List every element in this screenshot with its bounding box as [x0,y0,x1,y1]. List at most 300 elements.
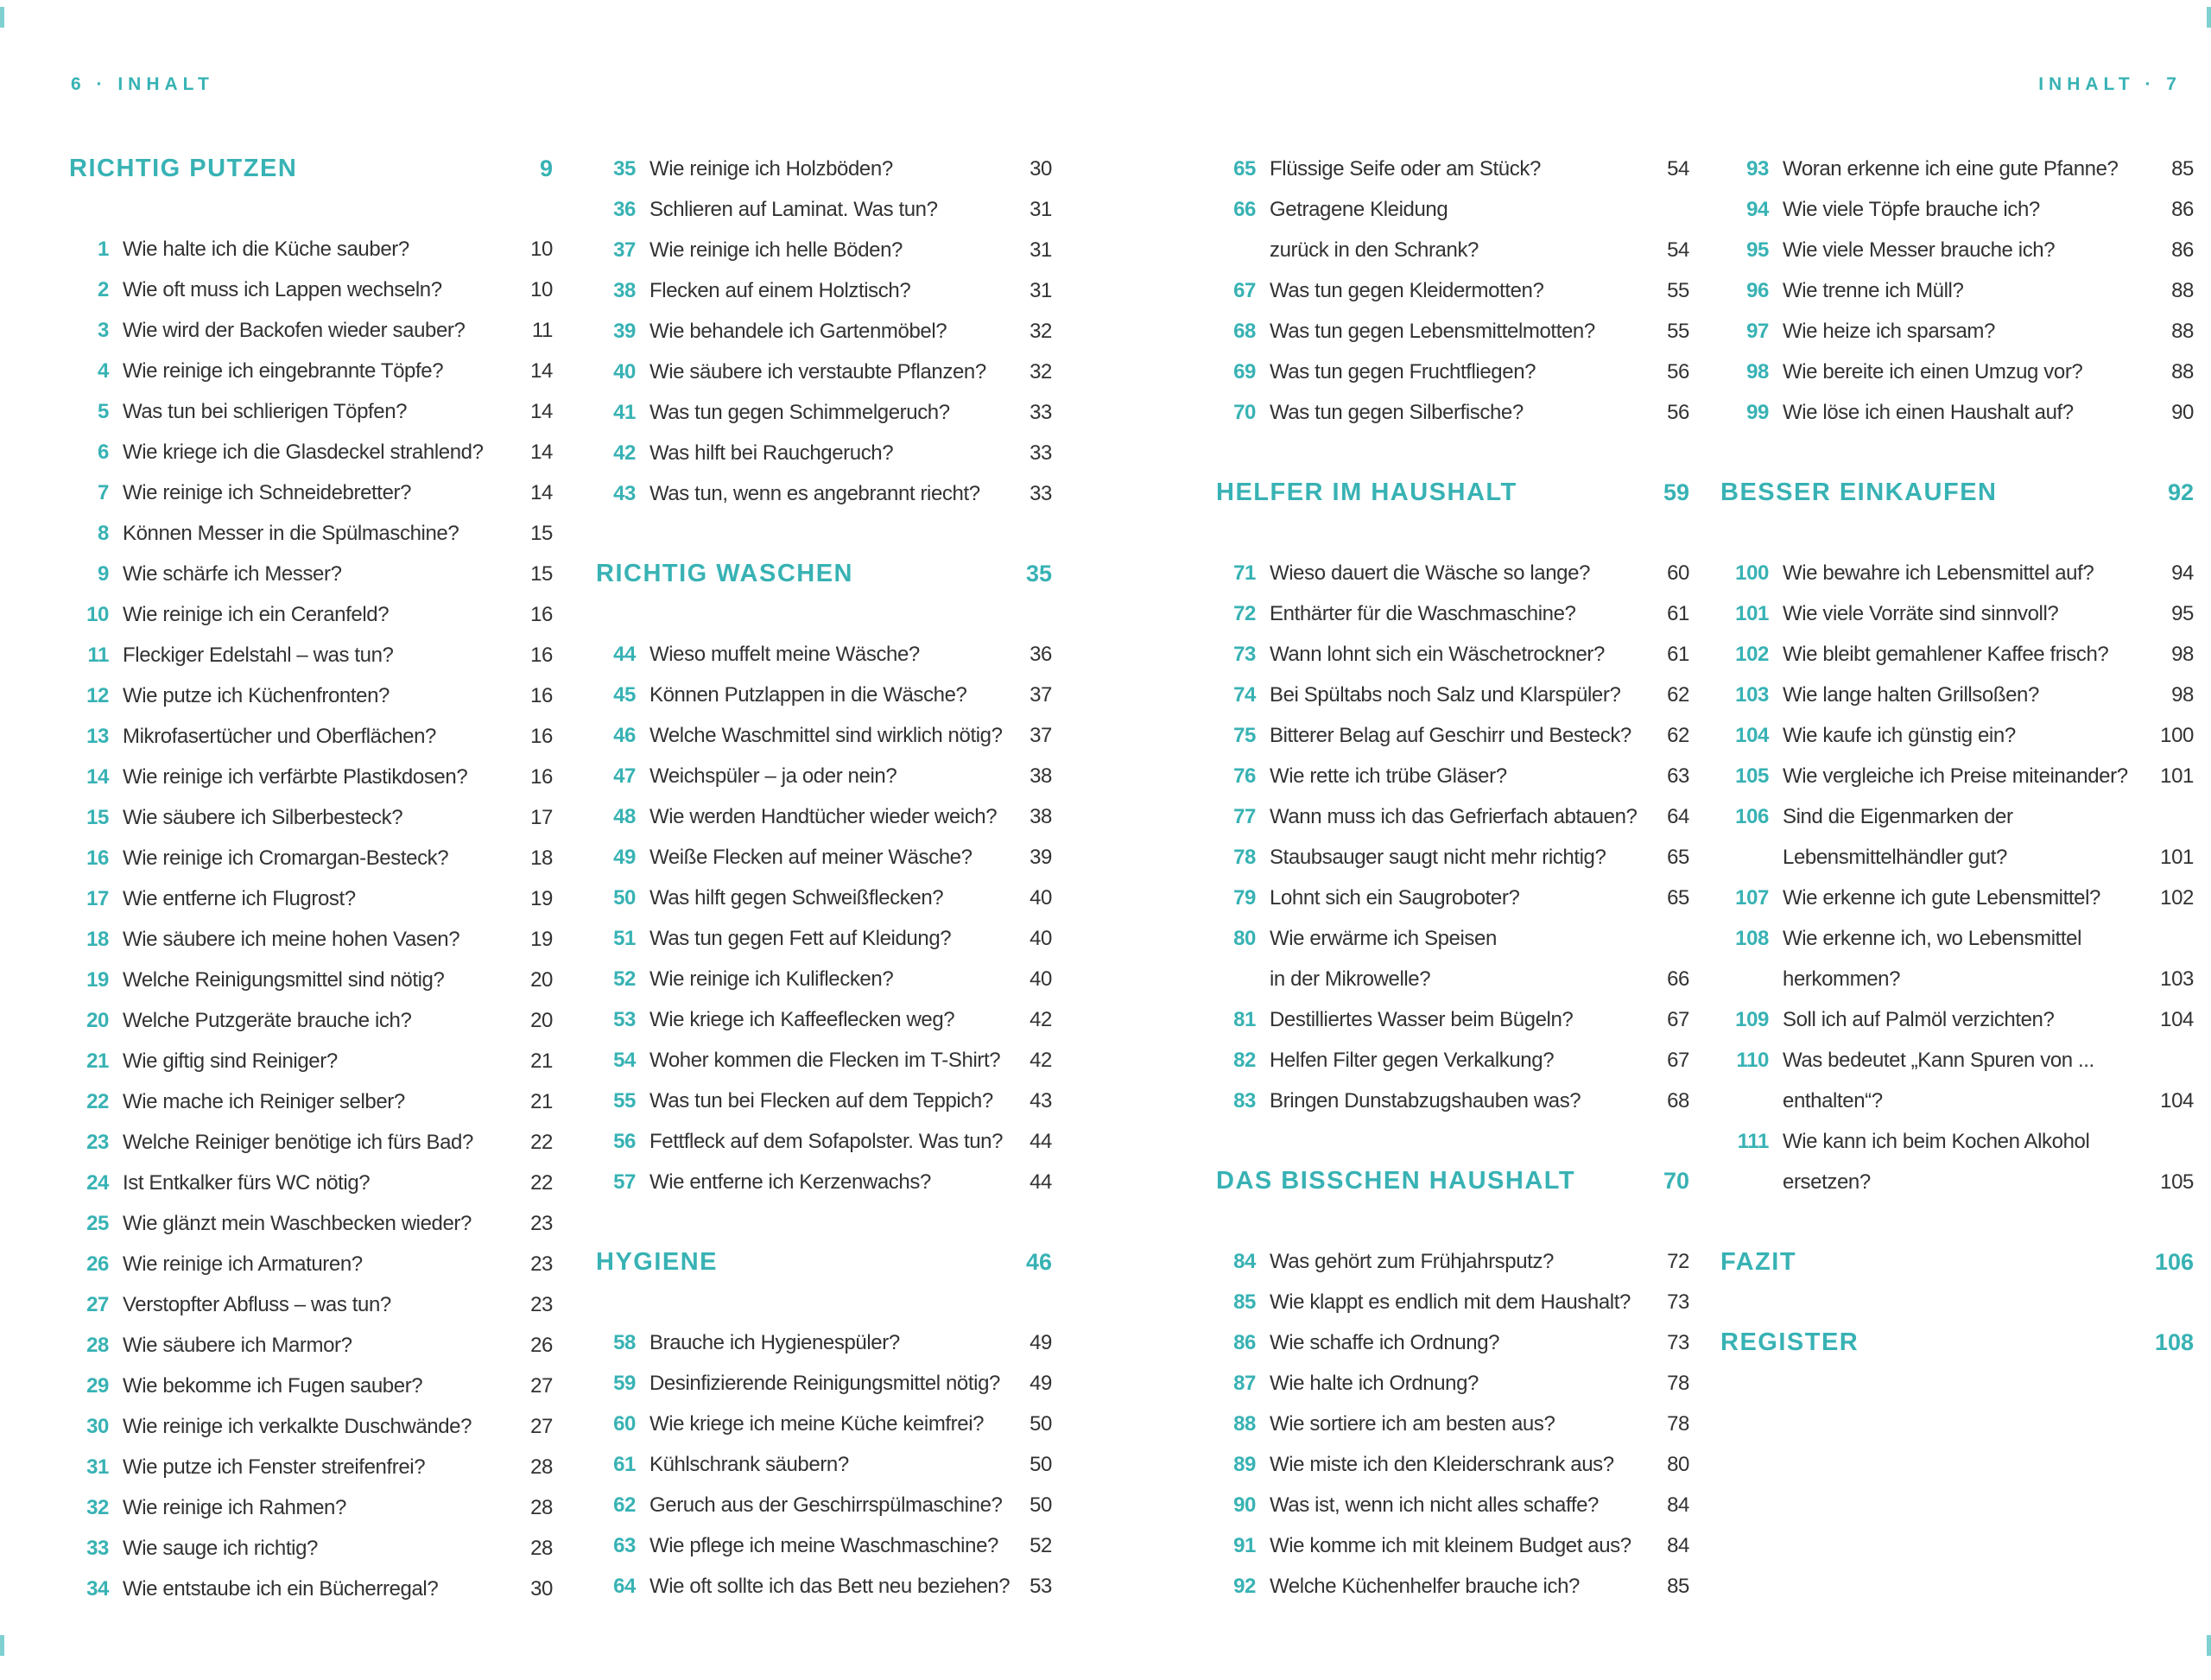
toc-item-number: 52 [613,967,636,991]
toc-item-page: 42 [1029,1008,1052,1031]
toc-item-number: 107 [1735,886,1769,910]
toc-section-title: RICHTIG PUTZEN [69,155,298,182]
toc-item-title: Wieso muffelt meine Wäsche? [649,643,920,666]
toc-item-number: 77 [1233,805,1256,828]
toc-item [69,919,553,960]
toc-item-title: Wie reinige ich Holzböden? [649,157,893,181]
toc-item-page: 67 [1667,1008,1689,1031]
toc-item-title: Woher kommen die Flecken im T-Shirt? [649,1049,1001,1072]
toc-item-page: 15 [530,522,553,545]
toc-item [1216,1485,1689,1525]
toc-item-number: 26 [86,1252,109,1276]
toc-column-2 [596,149,1052,1607]
toc-item-page: 61 [1667,602,1689,625]
toc-item [69,757,553,797]
toc-item [596,999,1052,1040]
toc-item [596,959,1052,999]
toc-item [69,269,553,310]
toc-section [1720,1242,2194,1283]
toc-item [596,1485,1052,1525]
toc-item-title: Wie reinige ich Cromargan-Besteck? [123,846,449,870]
toc-item [596,878,1052,918]
toc-items-block [69,229,553,1609]
toc-item [1216,1444,1689,1485]
toc-item-title: Staubsauger saugt nicht mehr richtig? [1270,846,1606,869]
toc-item-page: 14 [530,400,553,423]
toc-item-title: Mikrofasertücher und Oberflächen? [123,725,436,748]
toc-item [596,1162,1052,1202]
toc-item [69,878,553,919]
toc-item [69,1528,553,1569]
toc-item [1216,352,1689,392]
toc-items-block [1216,553,1689,1121]
toc-item-number: 105 [1735,764,1769,788]
toc-item-page: 66 [1667,967,1689,991]
toc-item [596,1404,1052,1444]
toc-item [69,391,553,432]
toc-item [1216,715,1689,756]
toc-item-page: 50 [1029,1412,1052,1436]
toc-item-number: 88 [1233,1412,1256,1436]
toc-item-number: 109 [1735,1008,1769,1031]
toc-item-title: Wie vergleiche ich Preise miteinander? [1783,764,2128,788]
toc-item-page: 88 [2171,279,2194,302]
toc-item-number: 1 [98,238,109,261]
toc-item-page: 49 [1029,1331,1052,1354]
toc-item-number: 49 [613,846,636,869]
toc-section-page: 106 [2154,1249,2194,1275]
toc-item-page: 27 [530,1374,553,1398]
toc-item-number: 50 [613,886,636,910]
toc-item-number: 76 [1233,764,1256,788]
toc-item-title: Wie lange halten Grillsoßen? [1783,683,2039,707]
toc-item-page: 10 [530,238,553,261]
toc-item-page: 90 [2171,401,2194,424]
toc-section-page: 70 [1663,1168,1689,1194]
toc-item-number: 86 [1233,1331,1256,1354]
toc-item-number: 99 [1746,401,1769,424]
toc-item-page: 14 [530,481,553,504]
toc-item [69,675,553,716]
toc-item-title: Flecken auf einem Holztisch? [649,279,911,302]
toc-item-number: 15 [86,806,109,829]
toc-item-page: 80 [1667,1453,1689,1476]
toc-item-title: Wie sortiere ich am besten aus? [1270,1412,1555,1436]
toc-item [1720,1040,2194,1081]
toc-items-block [596,634,1052,1202]
toc-item-title: Wie heize ich sparsam? [1783,320,1995,343]
toc-item [596,1040,1052,1081]
toc-item [69,1000,553,1041]
toc-item [1216,999,1689,1040]
page-header-left: 6 · INHALT [71,74,214,94]
toc-item [1720,878,2194,918]
toc-item [596,352,1052,392]
toc-item-number: 64 [613,1575,636,1598]
toc-item-title: Kühlschrank säubern? [649,1453,849,1476]
toc-item-number: 6 [98,441,109,464]
toc-item-title: Wie kaufe ich günstig ein? [1783,724,2016,747]
toc-item-title: Lohnt sich ein Saugroboter? [1270,886,1520,910]
toc-item [1216,1322,1689,1363]
toc-item-page: 40 [1029,927,1052,950]
toc-item-number: 48 [613,805,636,828]
toc-item-title: Wie putze ich Küchenfronten? [123,684,390,707]
toc-item-title: Wie klappt es endlich mit dem Haushalt? [1270,1290,1631,1314]
toc-item-title: Wann muss ich das Gefrierfach abtauen? [1270,805,1638,828]
toc-item-title: Brauche ich Hygienespüler? [649,1331,900,1354]
toc-item-title: Fleckiger Edelstahl – was tun? [123,643,394,667]
toc-item-number: 33 [86,1537,109,1560]
toc-section [596,554,1052,594]
toc-item [596,796,1052,837]
toc-item-title: Wie halte ich Ordnung? [1270,1372,1479,1395]
toc-item [596,473,1052,514]
toc-item-page: 31 [1029,238,1052,262]
toc-section [1216,472,1689,513]
toc-item-page: 31 [1029,198,1052,221]
toc-item-number: 7 [98,481,109,504]
toc-item-title: Wie viele Vorräte sind sinnvoll? [1783,602,2059,625]
toc-item-title: Was hilft bei Rauchgeruch? [649,441,894,465]
toc-section-header [1720,472,2194,513]
toc-item-number: 74 [1233,683,1256,707]
toc-item-page: 42 [1029,1049,1052,1072]
toc-item-page: 19 [530,887,553,910]
toc-item-number: 85 [1233,1290,1256,1314]
toc-item-title: Geruch aus der Geschirrspülmaschine? [649,1493,1003,1517]
toc-item-page: 23 [530,1252,553,1276]
toc-item-title: Können Putzlappen in die Wäsche? [649,683,967,707]
toc-item-page: 62 [1667,724,1689,747]
toc-section-page: 9 [539,155,553,181]
toc-item-number: 60 [613,1412,636,1436]
toc-item [596,1081,1052,1121]
toc-item-title-line2: Lebensmittelhändler gut? [1783,846,2007,869]
toc-item-number: 36 [613,198,636,221]
toc-item-page: 16 [530,603,553,626]
toc-item-page: 103 [2160,967,2194,991]
toc-item [596,918,1052,959]
toc-item-number: 92 [1233,1575,1256,1598]
toc-item-page: 73 [1667,1331,1689,1354]
crop-mark [0,7,4,28]
toc-item [1216,270,1689,311]
toc-item-title: Was ist, wenn ich nicht alles schaffe? [1270,1493,1599,1517]
toc-item-number: 29 [86,1374,109,1398]
toc-item-page: 65 [1667,886,1689,910]
toc-item-title: Wie reinige ich Armaturen? [123,1252,363,1276]
toc-item-number: 81 [1233,1008,1256,1031]
toc-item-number: 110 [1736,1049,1769,1072]
toc-item-title: Wie oft muss ich Lappen wechseln? [123,278,442,301]
toc-item-title-line2: herkommen? [1783,967,1901,991]
toc-item-number: 32 [86,1496,109,1519]
toc-section-header [1216,1161,1689,1201]
toc-item-number: 84 [1233,1250,1256,1273]
toc-item-page: 95 [2171,602,2194,625]
toc-item-number: 34 [86,1577,109,1601]
toc-item-title: Wie entferne ich Flugrost? [123,887,356,910]
toc-item-number: 45 [613,683,636,707]
toc-item-title: Schlieren auf Laminat. Was tun? [649,198,938,221]
toc-item-number: 5 [98,400,109,423]
toc-item-title: Wie erkenne ich gute Lebensmittel? [1783,886,2100,910]
toc-section [596,1242,1052,1283]
toc-item [69,1284,553,1325]
toc-item [1720,715,2194,756]
toc-item-number: 101 [1735,602,1769,625]
toc-section [1720,472,2194,513]
toc-item-title: Ist Entkalker fürs WC nötig? [123,1171,371,1195]
toc-item-number: 14 [86,765,109,789]
toc-item-number: 83 [1233,1089,1256,1113]
toc-item [69,960,553,1000]
toc-item-title: Wie miste ich den Kleiderschrank aus? [1270,1453,1614,1476]
toc-section-title: HYGIENE [596,1248,719,1276]
toc-item [69,635,553,675]
toc-item-page: 64 [1667,805,1689,828]
toc-item-page: 54 [1667,157,1689,181]
toc-item-number: 102 [1735,643,1769,666]
toc-item-title: Verstopfter Abfluss – was tun? [123,1293,391,1316]
toc-item [69,472,553,513]
toc-item-page: 22 [530,1171,553,1195]
toc-item [1720,189,2194,230]
toc-item-title-line2: ersetzen? [1783,1170,1871,1194]
toc-item-number: 44 [613,643,636,666]
toc-item-title: Wie entstaube ich ein Bücherregal? [123,1577,439,1601]
toc-section-header [1720,1242,2194,1283]
toc-item-title: Wie glänzt mein Waschbecken wieder? [123,1212,472,1235]
toc-item-title: Was bedeutet „Kann Spuren von ... [1783,1049,2094,1072]
toc-section-page: 108 [2154,1329,2194,1355]
toc-item [69,1569,553,1609]
toc-item-number: 46 [613,724,636,747]
toc-item [69,1447,553,1487]
toc-item-number: 82 [1233,1049,1256,1072]
toc-item-title: Wieso dauert die Wäsche so lange? [1270,561,1591,585]
toc-item [1720,553,2194,593]
toc-item [596,1322,1052,1363]
toc-item-number: 97 [1746,320,1769,343]
toc-item-title: Welche Waschmittel sind wirklich nötig? [649,724,1003,747]
toc-item-page: 38 [1029,764,1052,788]
toc-item-continued [1720,1081,2194,1121]
toc-item [1216,675,1689,715]
toc-item-page: 56 [1667,360,1689,384]
toc-item-title: Enthärter für die Waschmaschine? [1270,602,1576,625]
toc-item-page: 14 [530,441,553,464]
toc-section [1216,1161,1689,1201]
toc-item-title: Wie behandele ich Gartenmöbel? [649,320,947,343]
toc-item-title: Wie säubere ich Silberbesteck? [123,806,403,829]
toc-item [596,756,1052,796]
toc-item-title: Wie sauge ich richtig? [123,1537,318,1560]
toc-item-title: Sind die Eigenmarken der [1783,805,2013,828]
toc-item [69,1325,553,1366]
toc-item-number: 106 [1735,805,1769,828]
toc-item [69,1041,553,1081]
toc-item-page: 73 [1667,1290,1689,1314]
toc-item-page: 98 [2171,683,2194,707]
toc-item [596,1525,1052,1566]
toc-item-page: 60 [1667,561,1689,585]
toc-item-title: Wie reinige ich helle Böden? [649,238,903,262]
toc-item-number: 91 [1233,1534,1256,1557]
toc-item-page: 55 [1667,320,1689,343]
toc-item-page: 39 [1029,846,1052,869]
toc-item-title: Wie reinige ich verkalkte Duschwände? [123,1415,472,1438]
toc-item-number: 35 [613,157,636,181]
toc-item [1216,593,1689,634]
toc-item-page: 28 [530,1537,553,1560]
toc-item-number: 25 [86,1212,109,1235]
toc-item-title: Wie werden Handtücher wieder weich? [649,805,998,828]
toc-item-title: Bringen Dunstabzugshauben was? [1270,1089,1581,1113]
toc-section-title: FAZIT [1720,1248,1797,1276]
toc-section-header [69,149,553,189]
toc-item [596,230,1052,270]
page-header-right: INHALT · 7 [2038,74,2182,94]
toc-item-page: 78 [1667,1372,1689,1395]
toc-item [69,797,553,838]
toc-item-number: 72 [1233,602,1256,625]
toc-item-number: 61 [613,1453,636,1476]
toc-item-page: 36 [1029,643,1052,666]
toc-item-page: 56 [1667,401,1689,424]
toc-item-title: Was tun gegen Lebensmittelmotten? [1270,320,1595,343]
toc-item-page: 38 [1029,805,1052,828]
toc-section-page: 92 [2167,479,2194,505]
toc-section-title: BESSER EINKAUFEN [1720,479,1998,506]
toc-item-page: 104 [2160,1089,2194,1113]
toc-item-title-line2: zurück in den Schrank? [1270,238,1479,262]
toc-section-title: RICHTIG WASCHEN [596,560,853,587]
toc-items-block [1216,1241,1689,1607]
toc-item-title: Desinfizierende Reinigungsmittel nötig? [649,1372,1000,1395]
toc-item-number: 10 [86,603,109,626]
toc-item-number: 66 [1233,198,1256,221]
toc-column-4 [1720,149,2194,1363]
toc-item-number: 54 [613,1049,636,1072]
toc-item [1216,1241,1689,1282]
toc-item-number: 24 [86,1171,109,1195]
toc-item [1216,837,1689,878]
toc-section-title: HELFER IM HAUSHALT [1216,479,1517,506]
toc-item-page: 44 [1029,1130,1052,1153]
toc-item-title: Wie komme ich mit kleinem Budget aus? [1270,1534,1631,1557]
toc-item-title: Wie trenne ich Müll? [1783,279,1964,302]
toc-item [69,1366,553,1406]
toc-item-page: 28 [530,1496,553,1519]
toc-item-title: Wie bereite ich einen Umzug vor? [1783,360,2083,384]
toc-item-title: Wie löse ich einen Haushalt auf? [1783,401,2074,424]
toc-item-number: 104 [1735,724,1769,747]
toc-item [69,229,553,269]
toc-section-header [1720,1322,2194,1363]
toc-item-page: 30 [530,1577,553,1601]
toc-item [1720,1121,2194,1162]
toc-item [1720,230,2194,270]
toc-item-title: Wie schärfe ich Messer? [123,562,342,586]
toc-item-title: Was tun gegen Schimmelgeruch? [649,401,950,424]
toc-item-page: 14 [530,359,553,383]
toc-item-title: Welche Reiniger benötige ich fürs Bad? [123,1131,473,1154]
toc-section-title: DAS BISSCHEN HAUSHALT [1216,1167,1576,1195]
toc-item-page: 11 [531,319,553,342]
toc-item-page: 100 [2160,724,2194,747]
toc-item [1720,756,2194,796]
toc-item-number: 39 [613,320,636,343]
toc-item-number: 18 [86,928,109,951]
toc-item-page: 20 [530,1009,553,1032]
toc-item-page: 84 [1667,1493,1689,1517]
toc-item-number: 28 [86,1334,109,1357]
toc-item-title: Wie mache ich Reiniger selber? [123,1090,405,1113]
toc-item [1720,675,2194,715]
toc-item-number: 41 [613,401,636,424]
toc-items-block [1720,149,2194,433]
toc-item-page: 104 [2160,1008,2194,1031]
toc-item-number: 40 [613,360,636,384]
toc-item [596,189,1052,230]
toc-item [1216,149,1689,189]
crop-mark [2207,7,2211,28]
toc-item-number: 75 [1233,724,1256,747]
toc-item [1720,593,2194,634]
toc-item-page: 86 [2171,238,2194,262]
toc-item-page: 23 [530,1293,553,1316]
toc-section-page: 35 [1025,561,1052,586]
toc-item-page: 18 [530,846,553,870]
toc-item-title: Wie reinige ich ein Ceranfeld? [123,603,390,626]
toc-item-number: 71 [1233,561,1256,585]
toc-item-number: 2 [98,278,109,301]
toc-item-number: 94 [1746,198,1769,221]
toc-item-title: Wie kriege ich die Glasdeckel strahlend? [123,441,484,464]
toc-item-number: 47 [613,764,636,788]
toc-item-continued [1720,959,2194,999]
toc-item-page: 32 [1029,360,1052,384]
toc-item [69,1244,553,1284]
toc-item [1216,918,1689,959]
toc-item-title: Was tun gegen Fett auf Kleidung? [649,927,952,950]
toc-item [1720,999,2194,1040]
toc-item-title: Wie erkenne ich, wo Lebensmittel [1783,927,2082,950]
toc-section-header [596,554,1052,594]
toc-item-number: 79 [1233,886,1256,910]
toc-item-number: 27 [86,1293,109,1316]
toc-item [69,1406,553,1447]
toc-item-continued [1720,837,2194,878]
toc-items-block [596,1322,1052,1607]
toc-item-page: 65 [1667,846,1689,869]
toc-item-page: 68 [1667,1089,1689,1113]
toc-item-title: Wie entferne ich Kerzenwachs? [649,1170,931,1194]
toc-item-page: 52 [1029,1534,1052,1557]
toc-item-number: 89 [1233,1453,1256,1476]
toc-item-page: 88 [2171,360,2194,384]
toc-item [69,1487,553,1528]
toc-item-page: 53 [1029,1575,1052,1598]
toc-item [69,716,553,757]
toc-item-title: Was gehört zum Frühjahrsputz? [1270,1250,1554,1273]
toc-item [596,837,1052,878]
toc-item-number: 23 [86,1131,109,1154]
toc-item-title: Wie bleibt gemahlener Kaffee frisch? [1783,643,2109,666]
toc-item [596,715,1052,756]
